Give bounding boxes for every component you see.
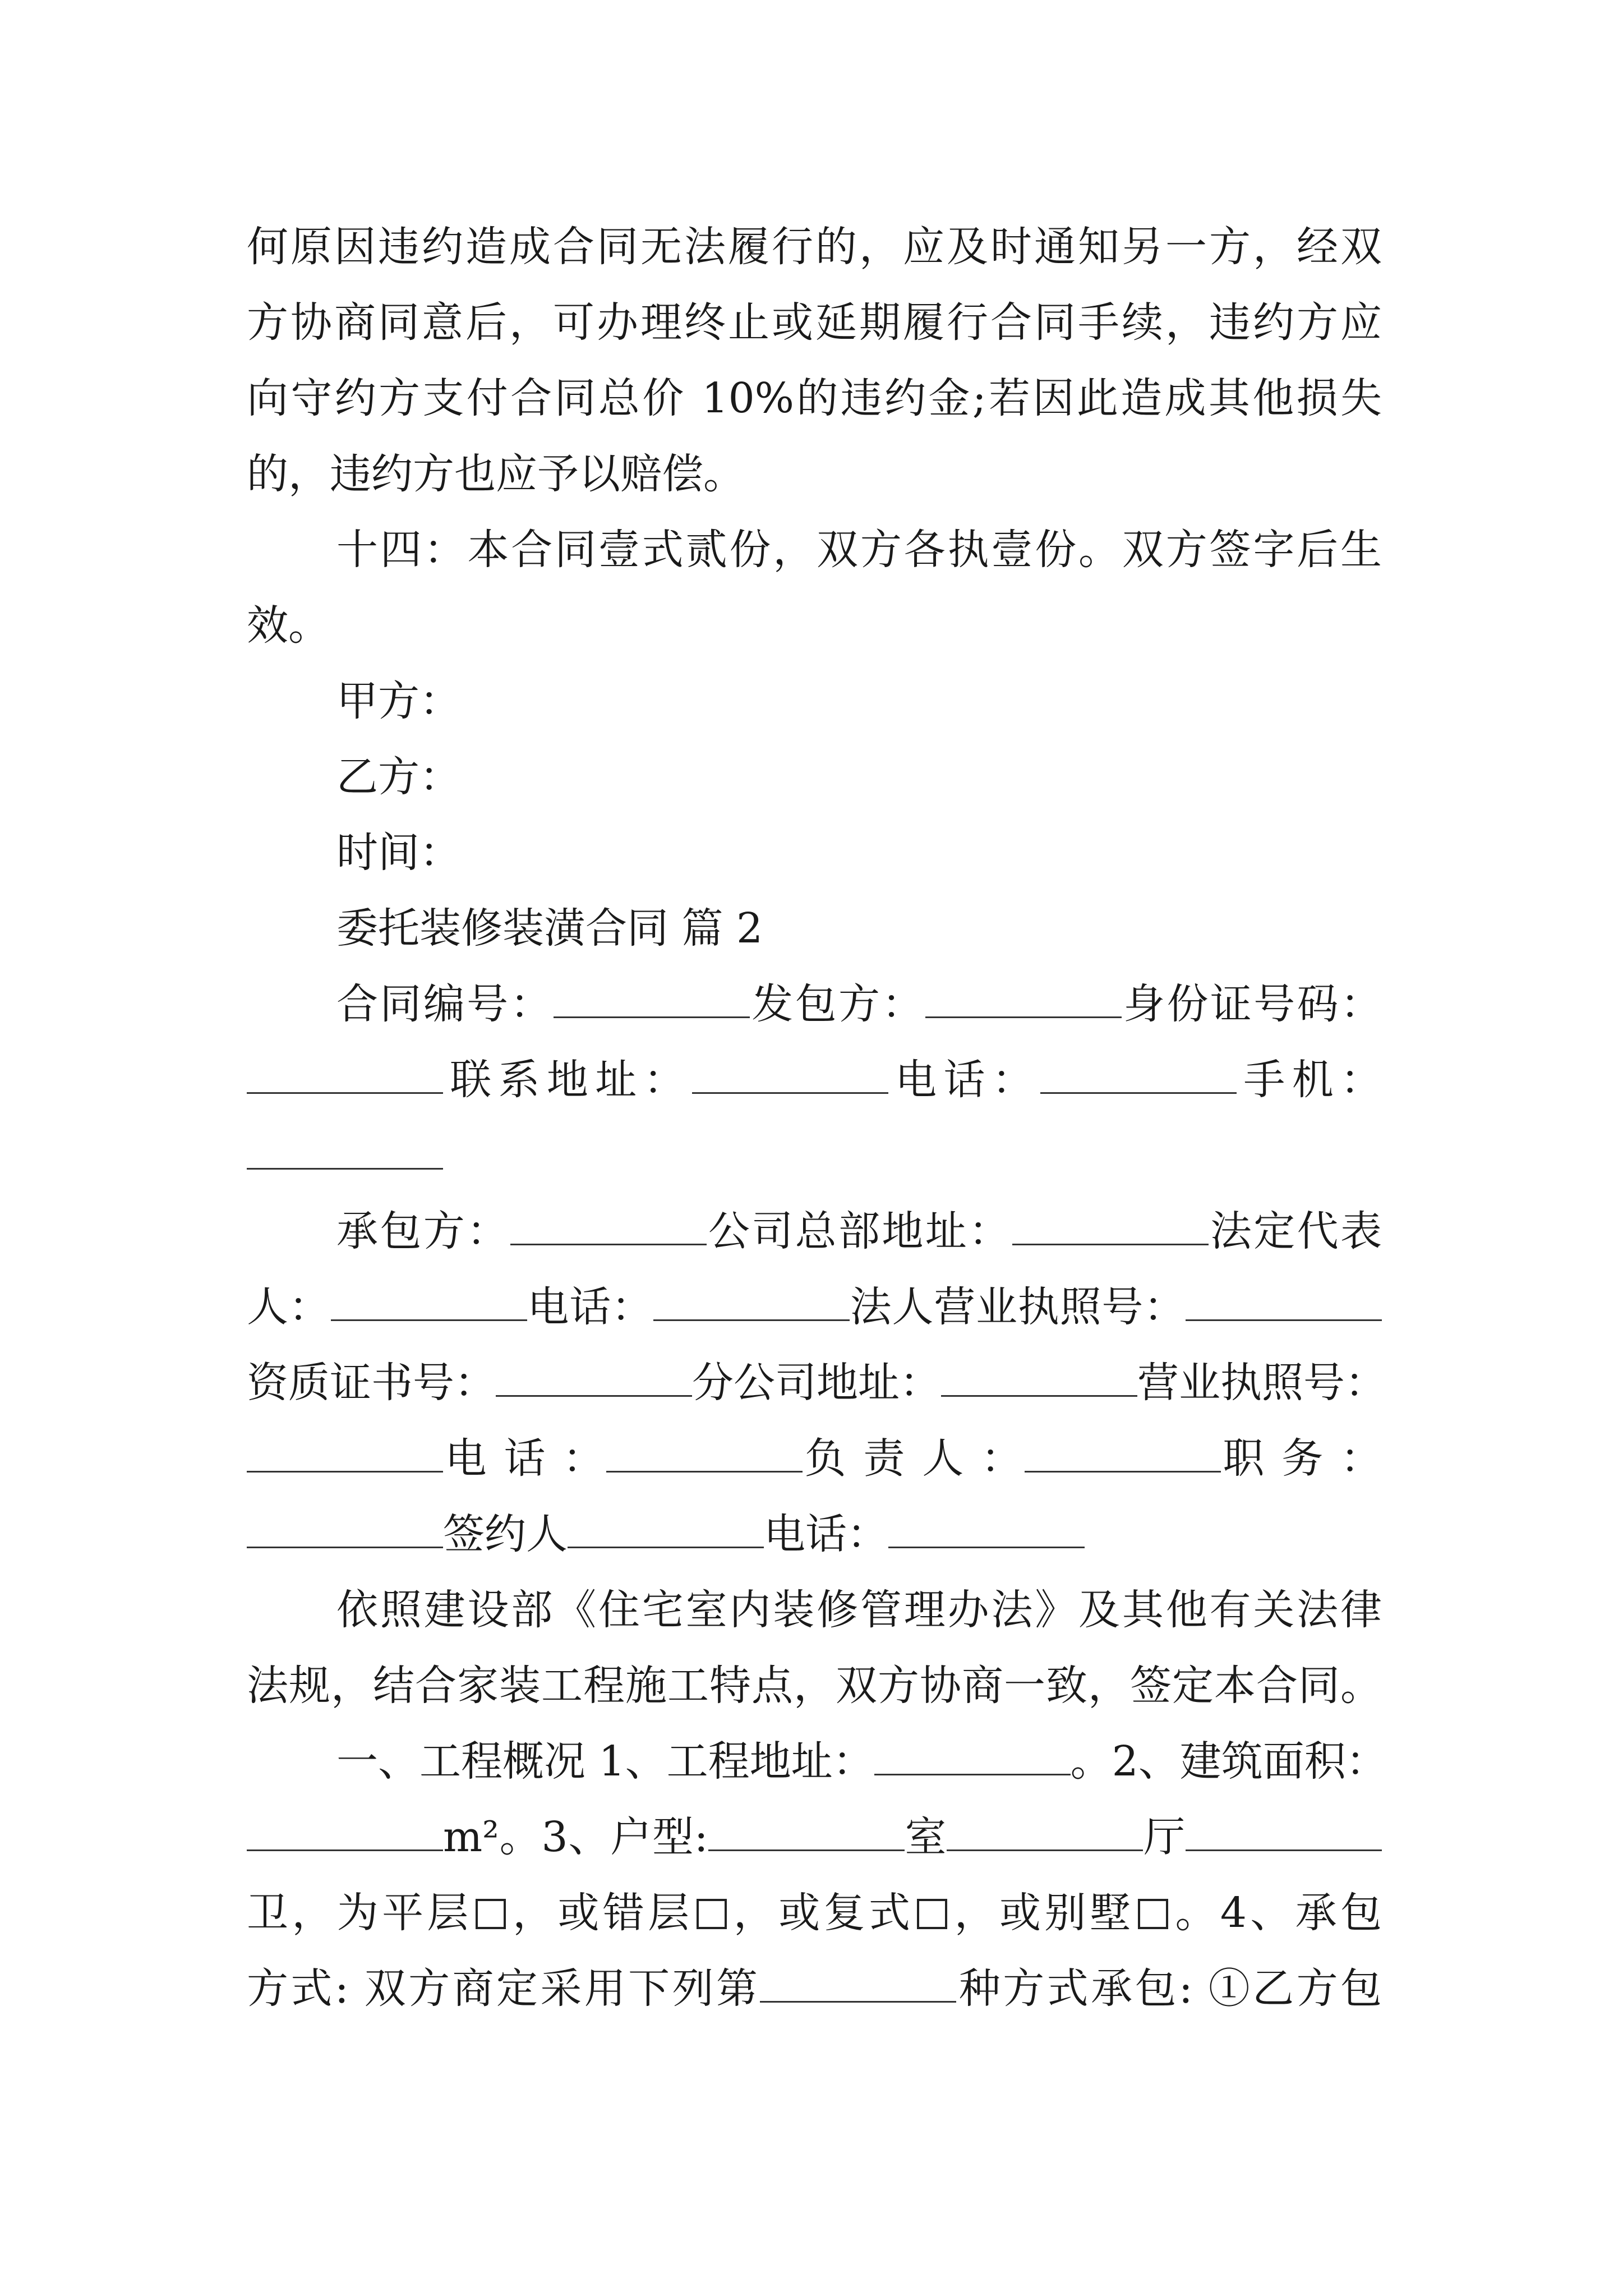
position-blank[interactable]: [247, 1510, 443, 1548]
rooms-blank[interactable]: [708, 1812, 905, 1851]
mobile-blank[interactable]: [247, 1131, 443, 1170]
client-info-line-1: [336, 979, 1382, 1029]
branch-address-blank[interactable]: [941, 1358, 1137, 1397]
address-blank[interactable]: [692, 1055, 888, 1094]
license-no-label: 法人营业执照号：: [849, 1283, 1186, 1331]
overview-line-4: [247, 1963, 1382, 2014]
client-info-line-2: [247, 1055, 1382, 1105]
villa-label: ，或别墅: [951, 1889, 1135, 1937]
mode-number-blank[interactable]: [760, 1964, 956, 2003]
id-number-blank[interactable]: [247, 1055, 443, 1094]
paragraph-line: 方协商同意后，可办理终止或延期履行合同手续，违约方应: [247, 298, 1382, 347]
signatory-label: 签约人: [443, 1510, 568, 1558]
paragraph-line: 的，违约方也应予以赔偿。: [247, 450, 745, 498]
room-label: 室: [904, 1813, 947, 1861]
contractor-line-5: [247, 1509, 1085, 1559]
person-in-charge-blank[interactable]: [1025, 1434, 1221, 1473]
contractor-line-1: [336, 1206, 1382, 1257]
clause-14-line: 效。: [247, 601, 330, 650]
address-label: 联系地址：: [443, 1056, 692, 1104]
employer-blank[interactable]: [925, 979, 1122, 1018]
signatory-phone-blank[interactable]: [888, 1510, 1085, 1548]
person-in-charge-label: 负 责 人 ：: [802, 1434, 1025, 1483]
qualification-label: 资质证书号：: [247, 1359, 496, 1407]
paragraph-line: 向守约方支付合同总价 10%的违约金;若因此造成其他损失: [247, 374, 1382, 422]
time-label: 时间：: [336, 829, 461, 877]
hall-label: 厅: [1143, 1813, 1186, 1861]
qualification-blank[interactable]: [496, 1358, 692, 1397]
overview-line-3: [247, 1888, 1382, 1938]
overview-line-1: [336, 1736, 1387, 1787]
employer-label: 发包方：: [749, 980, 925, 1028]
branch-license-blank[interactable]: [247, 1434, 443, 1473]
building-area-blank[interactable]: [247, 1812, 443, 1851]
contract-mode-label: 。4、承包: [1172, 1889, 1382, 1937]
villa-checkbox[interactable]: [1138, 1899, 1168, 1929]
legal-rep-blank[interactable]: [331, 1282, 527, 1321]
hq-address-blank[interactable]: [1012, 1207, 1209, 1245]
client-info-line-3: [247, 1130, 443, 1181]
license-no-blank[interactable]: [1186, 1282, 1382, 1321]
contractor-blank[interactable]: [510, 1207, 707, 1245]
clause-14-line: 十四：本合同壹式贰份，双方各执壹份。双方签字后生: [336, 526, 1382, 574]
id-number-label: 身份证号码：: [1121, 980, 1382, 1028]
signatory-phone-label: 电话：: [764, 1510, 888, 1558]
mobile-label: 手机：: [1237, 1056, 1382, 1104]
mode-option-label: 种方式承包: ①乙方包: [956, 1964, 1382, 2013]
layout-label: m²。3、户型:: [443, 1813, 708, 1861]
duplex-label: ，或复式: [730, 1889, 914, 1937]
baths-blank[interactable]: [1186, 1812, 1382, 1851]
flat-checkbox[interactable]: [476, 1899, 506, 1929]
basis-line: 法规，结合家装工程施工特点，双方协商一致，签定本合同。: [247, 1662, 1382, 1710]
phone-blank[interactable]: [1040, 1055, 1237, 1094]
contractor-line-2: [247, 1282, 1382, 1332]
hq-address-label: 公司总部地址：: [706, 1207, 1012, 1255]
legal-rep-label-cont: 人：: [247, 1283, 331, 1331]
branch-address-label: 分公司地址：: [692, 1359, 941, 1407]
branch-phone-blank[interactable]: [606, 1434, 803, 1473]
signatory-blank[interactable]: [568, 1510, 764, 1548]
basis-line: 依照建设部《住宅室内装修管理办法》及其他有关法律: [336, 1586, 1382, 1634]
branch-license-label: 营业执照号：: [1137, 1359, 1386, 1407]
party-b-label: 乙方：: [336, 753, 461, 801]
phone-label: 电话：: [888, 1056, 1041, 1104]
party-a-label: 甲方：: [336, 677, 461, 725]
overview-address-label: 一、工程概况 1、工程地址：: [336, 1737, 874, 1786]
duplex-checkbox[interactable]: [917, 1899, 947, 1929]
paragraph-line: 何原因违约造成合同无法履行的，应及时通知另一方，经双: [247, 223, 1382, 271]
overview-line-2: [247, 1812, 1382, 1862]
flat-label: 卫，为平层: [247, 1889, 472, 1937]
split-level-checkbox[interactable]: [697, 1899, 727, 1929]
contract-no-label: 合同编号：: [336, 980, 554, 1028]
legal-rep-label: 法定代表: [1208, 1207, 1382, 1255]
section-title: 委托装修装潢合同 篇 2: [336, 904, 763, 953]
halls-blank[interactable]: [947, 1812, 1143, 1851]
contractor-line-3: [247, 1358, 1386, 1408]
contractor-phone-label: 电话：: [527, 1283, 653, 1331]
branch-phone-label: 电 话 ：: [443, 1434, 606, 1483]
split-level-label: ，或错层: [509, 1889, 693, 1937]
project-address-blank[interactable]: [874, 1737, 1071, 1775]
mode-select-label: 方式: 双方商定采用下列第: [247, 1964, 760, 2013]
position-label: 职 务 ：: [1220, 1434, 1382, 1483]
contractor-phone-blank[interactable]: [653, 1282, 850, 1321]
building-area-label: 。2、建筑面积：: [1070, 1737, 1387, 1786]
contract-no-blank[interactable]: [554, 979, 750, 1018]
contractor-line-4: [247, 1433, 1382, 1484]
contractor-label: 承包方：: [336, 1207, 510, 1255]
